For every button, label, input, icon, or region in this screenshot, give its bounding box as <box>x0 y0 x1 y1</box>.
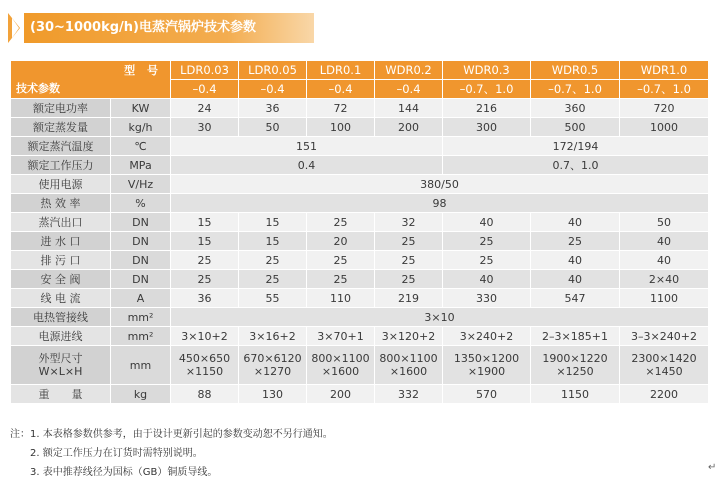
cell: 30 <box>171 118 239 137</box>
cell: 151 <box>171 137 443 156</box>
note-line: 3. 表中推荐线径为国标（GB）铜质导线。 <box>30 467 218 478</box>
table-row <box>11 308 709 327</box>
cell: 20 <box>307 232 375 251</box>
cell: 40 <box>531 213 620 232</box>
cell: 50 <box>620 213 709 232</box>
cell: 25 <box>531 232 620 251</box>
model-sub: –0.7、1.0 <box>620 80 709 99</box>
model-name: WDR0.2 <box>375 61 443 80</box>
cell <box>171 346 239 385</box>
dim-b: ×1600 <box>321 365 360 378</box>
cell: 3×10 <box>171 308 709 327</box>
dim-a: 2300×1420 <box>631 352 697 365</box>
cell: 100 <box>307 118 375 137</box>
cell <box>620 346 709 385</box>
paragraph-return-icon: ↵ <box>708 462 717 473</box>
dim-b: ×1250 <box>556 365 594 378</box>
row-label: 额定蒸汽温度 <box>11 137 111 156</box>
row-label: 蒸汽出口 <box>11 213 111 232</box>
row-unit: mm² <box>111 308 171 327</box>
table-row <box>11 232 709 251</box>
cell: 3–3×240+2 <box>620 327 709 346</box>
cell: 40 <box>531 270 620 289</box>
cell: 110 <box>307 289 375 308</box>
cell: 570 <box>443 385 531 404</box>
model-sub: –0.4 <box>307 80 375 99</box>
cell: 40 <box>531 251 620 270</box>
cell: 25 <box>239 251 307 270</box>
note-line: 注：1. 本表格参数供参考，由于设计更新引起的参数变动恕不另行通知。 <box>10 429 333 440</box>
dim-a: 1900×1220 <box>542 352 608 365</box>
dimensions-label: 外型尺寸 <box>38 352 83 365</box>
cell: 25 <box>307 251 375 270</box>
cell: 0.7、1.0 <box>443 156 709 175</box>
dim-a: 450×650 <box>178 352 231 365</box>
row-label: 线 电 流 <box>11 289 111 308</box>
cell: 300 <box>443 118 531 137</box>
cell: 144 <box>375 99 443 118</box>
cell: 219 <box>375 289 443 308</box>
row-label: 电热管接线 <box>11 308 111 327</box>
table-row <box>11 137 709 156</box>
table-row <box>11 213 709 232</box>
row-label: 额定电功率 <box>11 99 111 118</box>
cell: 24 <box>171 99 239 118</box>
cell <box>239 346 307 385</box>
model-sub: –0.4 <box>171 80 239 99</box>
cell: 25 <box>375 232 443 251</box>
cell: 216 <box>443 99 531 118</box>
table-row <box>11 270 709 289</box>
row-unit: KW <box>111 99 171 118</box>
dim-b: ×1450 <box>645 365 683 378</box>
model-sub: –0.4 <box>375 80 443 99</box>
cell: 25 <box>307 213 375 232</box>
row-unit: ℃ <box>111 137 171 156</box>
section-title-bar <box>8 13 308 43</box>
cell: 15 <box>171 232 239 251</box>
table-row <box>11 194 709 213</box>
dim-b: ×1900 <box>467 365 506 378</box>
row-unit: A <box>111 289 171 308</box>
cell: 3×120+2 <box>375 327 443 346</box>
cell: 500 <box>531 118 620 137</box>
dimensions-sublabel: W×L×H <box>38 365 83 378</box>
chevron-cutout <box>12 18 19 38</box>
cell: 36 <box>239 99 307 118</box>
dim-b: ×1270 <box>253 365 292 378</box>
cell: 380/50 <box>171 175 709 194</box>
cell: 36 <box>171 289 239 308</box>
model-sub: –0.4 <box>239 80 307 99</box>
row-unit: DN <box>111 213 171 232</box>
cell: 1000 <box>620 118 709 137</box>
row-label: 额定蒸发量 <box>11 118 111 137</box>
row-unit: DN <box>111 270 171 289</box>
cell: 2×40 <box>620 270 709 289</box>
cell: 55 <box>239 289 307 308</box>
row-unit: V/Hz <box>111 175 171 194</box>
table-row <box>11 156 709 175</box>
cell: 3×240+2 <box>443 327 531 346</box>
cell: 130 <box>239 385 307 404</box>
table-row <box>11 289 709 308</box>
row-label: 使用电源 <box>11 175 111 194</box>
row-label <box>11 346 111 385</box>
corner-model-label: 型 号 <box>124 64 162 77</box>
cell: 40 <box>620 251 709 270</box>
footnotes <box>10 425 333 482</box>
model-name: WDR1.0 <box>620 61 709 80</box>
cell: 25 <box>443 251 531 270</box>
cell: 40 <box>443 213 531 232</box>
cell: 25 <box>307 270 375 289</box>
cell: 1100 <box>620 289 709 308</box>
cell: 360 <box>531 99 620 118</box>
cell: 25 <box>375 270 443 289</box>
cell: 3×16+2 <box>239 327 307 346</box>
cell: 3×10+2 <box>171 327 239 346</box>
cell: 547 <box>531 289 620 308</box>
dim-a: 800×1100 <box>379 352 438 365</box>
header-corner <box>11 61 171 99</box>
cell: 2–3×185+1 <box>531 327 620 346</box>
cell: 88 <box>171 385 239 404</box>
spec-table <box>10 60 709 404</box>
row-label: 电源进线 <box>11 327 111 346</box>
table-row <box>11 251 709 270</box>
row-unit: kg <box>111 385 171 404</box>
page-title: (30~1000kg/h)电蒸汽锅炉技术参数 <box>30 20 257 35</box>
row-unit: DN <box>111 232 171 251</box>
cell: 25 <box>239 270 307 289</box>
cell <box>375 346 443 385</box>
row-unit: kg/h <box>111 118 171 137</box>
model-name: WDR0.5 <box>531 61 620 80</box>
cell: 15 <box>239 213 307 232</box>
cell <box>307 346 375 385</box>
cell <box>531 346 620 385</box>
row-unit: DN <box>111 251 171 270</box>
cell: 40 <box>620 232 709 251</box>
row-label: 进 水 口 <box>11 232 111 251</box>
cell: 98 <box>171 194 709 213</box>
cell: 50 <box>239 118 307 137</box>
note-line: 2. 额定工作压力在订货时需特别说明。 <box>30 448 203 459</box>
cell: 25 <box>443 232 531 251</box>
cell: 332 <box>375 385 443 404</box>
cell: 200 <box>307 385 375 404</box>
table-row <box>11 346 709 385</box>
cell: 1150 <box>531 385 620 404</box>
row-label: 热 效 率 <box>11 194 111 213</box>
dim-a: 1350×1200 <box>453 352 520 365</box>
cell: 40 <box>443 270 531 289</box>
row-unit: MPa <box>111 156 171 175</box>
row-label: 排 污 口 <box>11 251 111 270</box>
row-unit: % <box>111 194 171 213</box>
model-name: LDR0.03 <box>171 61 239 80</box>
cell: 720 <box>620 99 709 118</box>
dim-b: ×1600 <box>389 365 428 378</box>
dim-b: ×1150 <box>185 365 224 378</box>
cell: 25 <box>375 251 443 270</box>
cell: 2200 <box>620 385 709 404</box>
corner-params-label: 技术参数 <box>16 82 60 95</box>
model-sub: –0.7、1.0 <box>443 80 531 99</box>
cell: 200 <box>375 118 443 137</box>
cell: 15 <box>239 232 307 251</box>
row-unit: mm <box>111 346 171 385</box>
model-name: WDR0.3 <box>443 61 531 80</box>
row-unit: mm² <box>111 327 171 346</box>
cell: 172/194 <box>443 137 709 156</box>
cell: 25 <box>171 270 239 289</box>
model-sub: –0.7、1.0 <box>531 80 620 99</box>
cell: 15 <box>171 213 239 232</box>
table-row <box>11 99 709 118</box>
cell: 32 <box>375 213 443 232</box>
cell: 330 <box>443 289 531 308</box>
row-label: 重 量 <box>11 385 111 404</box>
model-name: LDR0.05 <box>239 61 307 80</box>
table-row <box>11 327 709 346</box>
cell: 72 <box>307 99 375 118</box>
dim-a: 800×1100 <box>311 352 370 365</box>
cell: 25 <box>171 251 239 270</box>
cell <box>443 346 531 385</box>
table-row <box>11 175 709 194</box>
cell: 3×70+1 <box>307 327 375 346</box>
table-row <box>11 385 709 404</box>
model-name: LDR0.1 <box>307 61 375 80</box>
table-row <box>11 118 709 137</box>
row-label: 安 全 阀 <box>11 270 111 289</box>
dim-a: 670×6120 <box>243 352 302 365</box>
row-label: 额定工作压力 <box>11 156 111 175</box>
cell: 0.4 <box>171 156 443 175</box>
